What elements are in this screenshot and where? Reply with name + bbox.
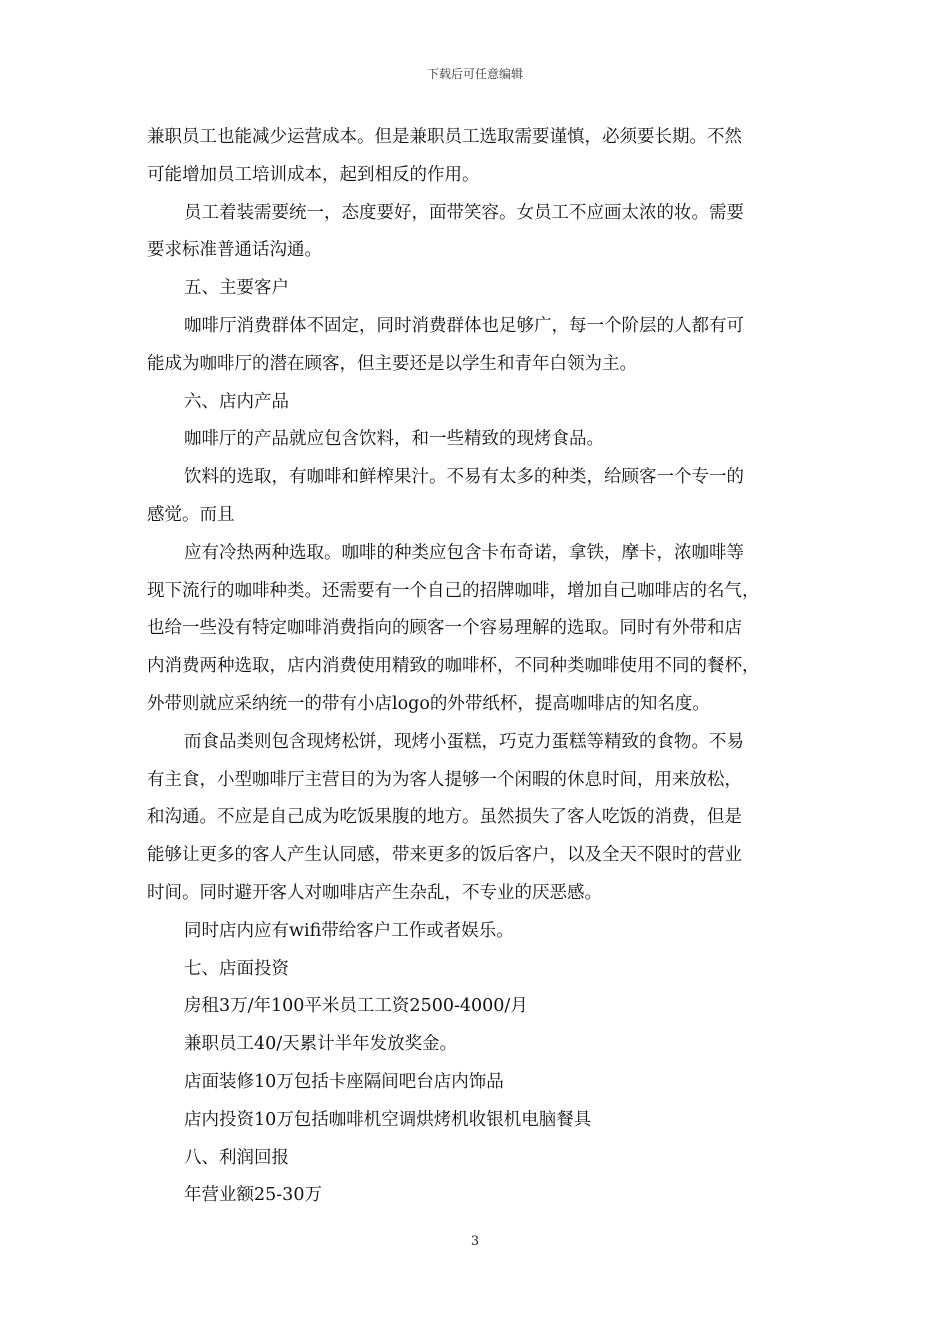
paragraph-line: 内消费两种选取，店内消费使用精致的咖啡杯，不同种类咖啡使用不同的餐杯， <box>147 656 760 677</box>
paragraph-line: 和沟通。不应是自己成为吃饭果腹的地方。虽然损失了客人吃饭的消费，但是 <box>147 807 742 828</box>
paragraph-line: 房租3万/年100平米员工工资2500-4000/月 <box>184 996 528 1017</box>
paragraph-line: 同时店内应有wifi带给客户工作或者娱乐。 <box>184 920 514 941</box>
paragraph-line: 也给一些没有特定咖啡消费指向的顾客一个容易理解的选取。同时有外带和店 <box>147 618 742 639</box>
paragraph-line: 店面装修10万包括卡座隔间吧台店内饰品 <box>184 1071 504 1092</box>
section-heading: 六、店内产品 <box>184 391 289 412</box>
paragraph-line: 年营业额25-30万 <box>184 1185 322 1206</box>
paragraph-line: 饮料的选取，有咖啡和鲜榨果汁。不易有太多的种类，给顾客一个专一的 <box>184 467 744 488</box>
paragraph-line: 能成为咖啡厅的潜在顾客，但主要还是以学生和青年白领为主。 <box>147 353 637 374</box>
paragraph-line: 现下流行的咖啡种类。还需要有一个自己的招牌咖啡，增加自己咖啡店的名气， <box>147 580 760 601</box>
paragraph-line: 感觉。而且 <box>147 504 235 525</box>
page-number: 3 <box>470 1234 480 1249</box>
paragraph-line: 而食品类则包含现烤松饼，现烤小蛋糕，巧克力蛋糕等精致的食物。不易 <box>184 731 744 752</box>
section-heading: 八、利润回报 <box>184 1147 289 1168</box>
paragraph-line: 咖啡厅的产品就应包含饮料，和一些精致的现烤食品。 <box>184 429 604 450</box>
paragraph-line: 应有冷热两种选取。咖啡的种类应包含卡布奇诺，拿铁，摩卡，浓咖啡等 <box>184 542 744 563</box>
section-heading: 五、主要客户 <box>184 278 289 299</box>
paragraph-line: 兼职员工也能减少运营成本。但是兼职员工选取需要谨慎，必须要长期。不然 <box>147 127 742 147</box>
paragraph-line: 店内投资10万包括咖啡机空调烘烤机收银机电脑餐具 <box>184 1109 592 1130</box>
document-body <box>147 119 815 1215</box>
section-heading: 七、店面投资 <box>184 958 289 979</box>
paragraph-line: 可能增加员工培训成本，起到相反的作用。 <box>147 164 480 185</box>
paragraph-line: 要求标准普通话沟通。 <box>147 240 322 261</box>
paragraph-line: 咖啡厅消费群体不固定，同时消费群体也足够广，每一个阶层的人都有可 <box>184 315 744 336</box>
paragraph-line: 员工着装需要统一，态度要好，面带笑容。女员工不应画太浓的妆。需要 <box>184 202 744 223</box>
paragraph-line: 兼职员工40/天累计半年发放奖金。 <box>184 1034 458 1055</box>
paragraph-line: 能够让更多的客人产生认同感，带来更多的饭后客户，以及全天不限时的营业 <box>147 845 742 866</box>
paragraph-line: 有主食，小型咖啡厅主营目的为为客人提够一个闲暇的休息时间，用来放松， <box>147 769 742 790</box>
page-header: 下载后可任意编辑 <box>426 67 523 81</box>
paragraph-line: 外带则就应采纳统一的带有小店logo的外带纸杯，提高咖啡店的知名度。 <box>147 693 710 714</box>
paragraph-line: 时间。同时避开客人对咖啡店产生杂乱，不专业的厌恶感。 <box>147 882 602 903</box>
